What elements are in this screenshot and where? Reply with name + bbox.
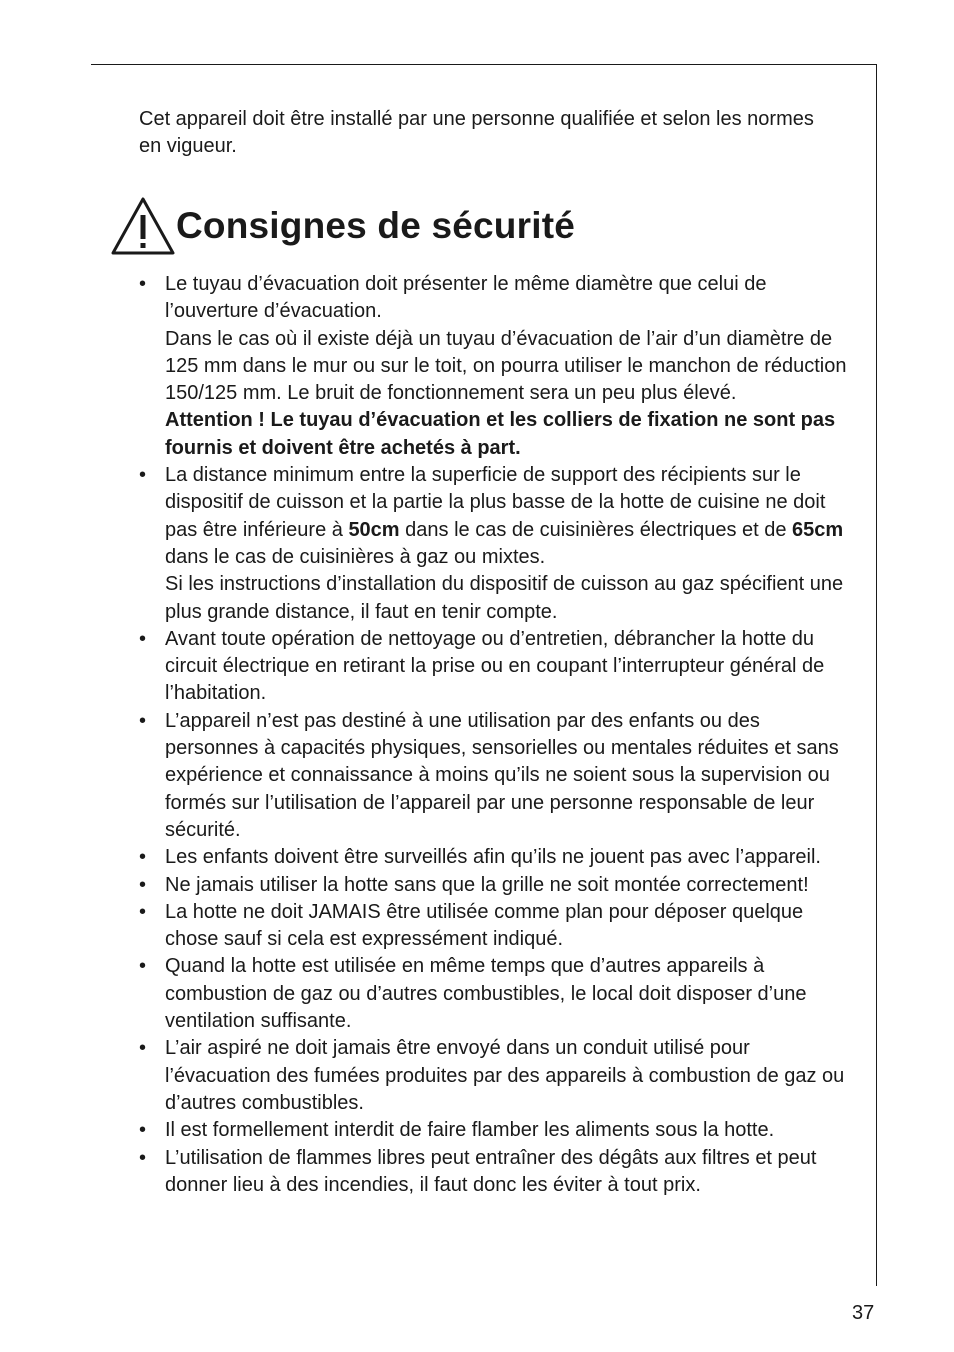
distance-gas: 65cm	[792, 518, 844, 541]
item-text: Si les instructions d’installation du dispositif de cuisson au gaz spécifient une plus grande distance, il faut en tenir compte.	[165, 573, 844, 623]
warning-triangle-icon	[110, 196, 176, 256]
top-rule	[91, 64, 877, 65]
item-warning-text: Attention ! Le tuyau d’évacuation et les colliers de fixation ne sont pas fournis et doivent être achetés à part.	[165, 409, 836, 459]
list-item: • L’utilisation de flammes libres peut entraîner des dégâts aux filtres et peut donner lieu à des incendies, il faut donc les éviter à tout prix.	[139, 1145, 849, 1200]
list-item	[139, 462, 849, 626]
section-title: Consignes de sécurité	[176, 205, 575, 246]
list-item: • Quand la hotte est utilisée en même temps que d’autres appareils à combustion de gaz ou d’autres combustibles, le local doit disposer d’une ventilation suffisante.	[139, 953, 849, 1035]
item-text: Dans le cas où il existe déjà un tuyau d’évacuation de l’air d’un diamètre de 125 mm dans le mur ou sur le toit, on pourra utiliser le manchon de réduction 150/125 mm. Le bruit de fonctionnement sera un peu plus élevé.	[165, 327, 847, 405]
list-item: • L’air aspiré ne doit jamais être envoyé dans un conduit utilisé pour l’évacuation des fumées produites par des appareils à combustion de gaz ou d’autres combustibles.	[139, 1035, 849, 1117]
safety-list	[139, 271, 849, 1199]
list-item: • Les enfants doivent être surveillés afin qu’ils ne jouent pas avec l’appareil.	[139, 844, 849, 871]
list-item: • Avant toute opération de nettoyage ou d’entretien, débrancher la hotte du circuit électrique en retirant la prise ou en coupant l’interrupteur général de l’habitation.	[139, 626, 849, 708]
list-item	[139, 271, 849, 462]
intro-paragraph: Cet appareil doit être installé par une personne qualifiée et selon les normes en vigueur.	[139, 108, 814, 157]
list-item: • Ne jamais utiliser la hotte sans que la grille ne soit montée correctement!	[139, 872, 849, 899]
list-item: • La hotte ne doit JAMAIS être utilisée comme plan pour déposer quelque chose sauf si cela est expressément indiqué.	[139, 899, 849, 954]
distance-electric: 50cm	[348, 518, 400, 541]
item-text: • Le tuyau d’évacuation doit présenter le même diamètre que celui de l’ouverture d’évacuation.	[165, 273, 767, 323]
section-heading	[110, 196, 575, 256]
item-text: • La distance minimum entre la superficie de support des récipients sur le dispositif de cuisson et la partie la plus basse de la hotte de cuisine ne doit pas être inférieure à 50cm dans le cas de cuisinières électriques et de 65cm dans le cas de cuisinières à gaz ou mixtes.	[165, 464, 844, 568]
page-number: 37	[852, 1302, 875, 1324]
list-item: • Il est formellement interdit de faire flamber les aliments sous la hotte.	[139, 1117, 849, 1144]
list-item: • L’appareil n’est pas destiné à une utilisation par des enfants ou des personnes à capacités physiques, sensorielles ou mentales réduites et sans expérience et connaissance à moins qu’ils ne soient sous la supervision ou formés sur l’utilisation de l’appareil par une personne responsable de leur sécurité.	[139, 708, 849, 844]
right-rule	[876, 64, 877, 1286]
